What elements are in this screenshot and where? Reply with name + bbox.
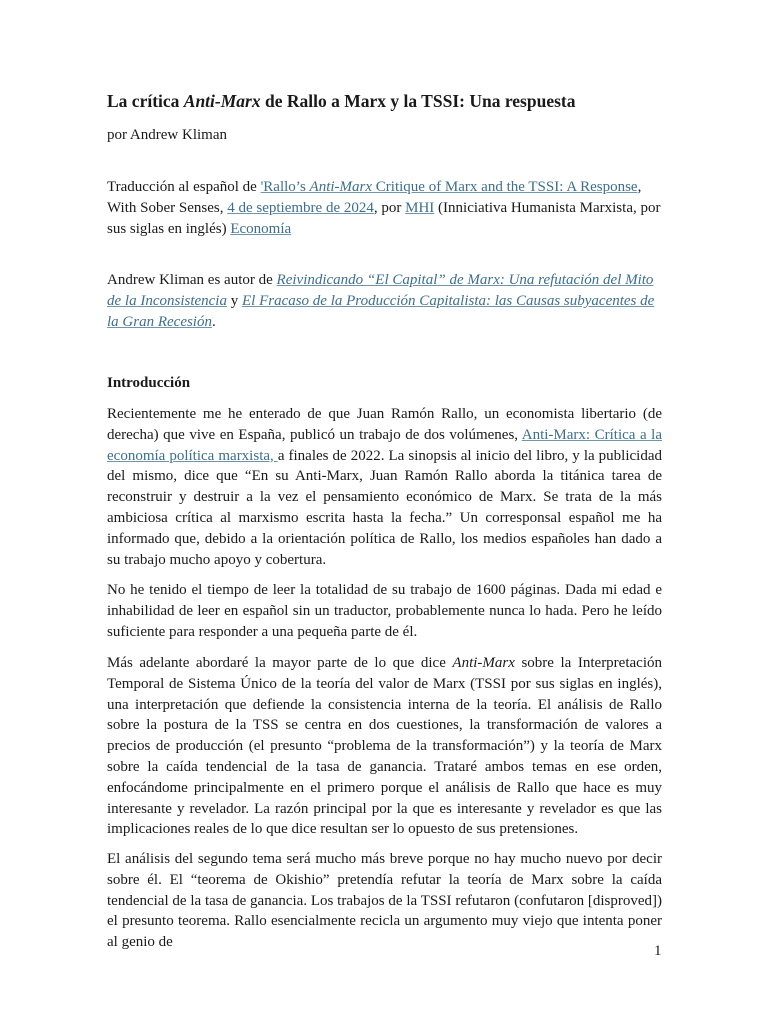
author-text: . [211,313,216,330]
author-text: y [226,292,242,309]
translation-text: , With Sober Senses, [107,179,642,216]
original-article-link-emphasis[interactable]: Anti-Marx [309,179,373,195]
paragraph-4: El análisis del segundo tema será mucho más breve porque no hay mucho nuevo por decir sobre él. El “teorema de Okishio” pretendía refutar la teoría de Marx sobre la caída tendencial de la tasa de ganancia. Los trabajos de la TSSI refutaron (confutaron [disproved]) el presunto teorema. Rallo esencialmente recicla un argumento muy viejo que intenta poner al genio de [107,851,662,951]
author-note [107,270,662,332]
translation-text: , por [373,199,406,216]
paragraph-1 [107,404,662,570]
paragraph-text: Recientemente me he enterado de que Juan Ramón Rallo, un economista libertario (de derecha) que vive en España, publicó un trabajo de dos volúmenes, [107,406,662,443]
book-title-fracaso[interactable]: El Fracaso de la Producción Capitalista: las Causas subyacentes de la Gran Recesión [107,292,655,330]
mhi-link[interactable]: MHI [405,199,435,216]
date-link[interactable]: 4 de septiembre de 2024 [227,199,374,216]
title-text-end: de Rallo a Marx y la TSSI: Una respuesta [260,91,576,111]
paragraph-2: No he tenido el tiempo de leer la totalidad de su trabajo de 1600 páginas. Dada mi edad e inhabilidad de leer en español sin un traductor, probablemente nunca lo hada. Pero he leído suficiente para responder a una pequeña parte de él. [107,582,662,640]
title-text: La crítica [107,91,184,111]
paragraph-emphasis: Anti-Marx [452,655,515,671]
original-article-link[interactable] [261,179,638,195]
paragraph-text: sobre la Interpretación Temporal de Sistema Único de la teoría del valor de Marx (TSSI por sus siglas en inglés), una interpretación que defiende la consistencia interna de la teoría. El análisis de Rallo sobre la postura de la TSS se centra en dos cuestiones, la transformación de valores a precios de producción (el presunto “problema de la transformación”) y la teoría de Marx sobre la caída tendencial de la tasa de ganancia. Trataré ambos temas en ese orden, enfocándome principalmente en el primero porque el análisis de Rallo que hace es muy interesante y revelador. La razón principal por la que es interesante y revelador es que las implicaciones reales de lo que dice resultan ser lo opuesto de sus pretensiones. [107,655,662,838]
byline: por Andrew Kliman [107,127,227,143]
paragraph-text: a finales de 2022. La sinopsis al inicio del libro, y la publicidad del mismo, dice que “En su Anti-Marx, Juan Ramón Rallo aborda la titánica tarea de reconstruir y destruir a la vez el pensamiento económico de Marx. Se trata de la más ambiciosa crítica al marxismo escrita hasta la fecha.” Un corresponsal español me ha informado que, debido a la orientación política de Rallo, los medios españoles han dado a su trabajo mucho apoyo y cobertura. [107,447,662,568]
original-article-link-text[interactable]: 'Rallo’s [260,179,310,195]
title-emphasis: Anti-Marx [183,91,261,111]
paragraph-3 [107,653,662,840]
translation-text: (Inniciativa Humanista Marxista, por sus siglas en inglés) [107,199,661,237]
paragraph-text: Más adelante abordaré la mayor parte de lo que dice [107,655,453,671]
anti-marx-link[interactable]: Anti-Marx: Crítica a la economía política marxista, [107,426,662,464]
section-heading: Introducción [107,375,191,391]
book-title-reivindicando[interactable]: Reivindicando “El Capital” de Marx: Una refutación del Mito de la Inconsistencia [107,272,654,309]
author-text: Andrew Kliman es autor de [107,272,277,288]
original-article-link-text-end[interactable]: Critique of Marx and the TSSI: A Response [372,179,638,195]
translation-note [107,177,662,239]
translation-text: Traducción al español de [107,179,261,195]
page-title [107,89,575,113]
economia-link[interactable]: Economía [230,220,292,237]
page-number: 1 [654,943,662,959]
